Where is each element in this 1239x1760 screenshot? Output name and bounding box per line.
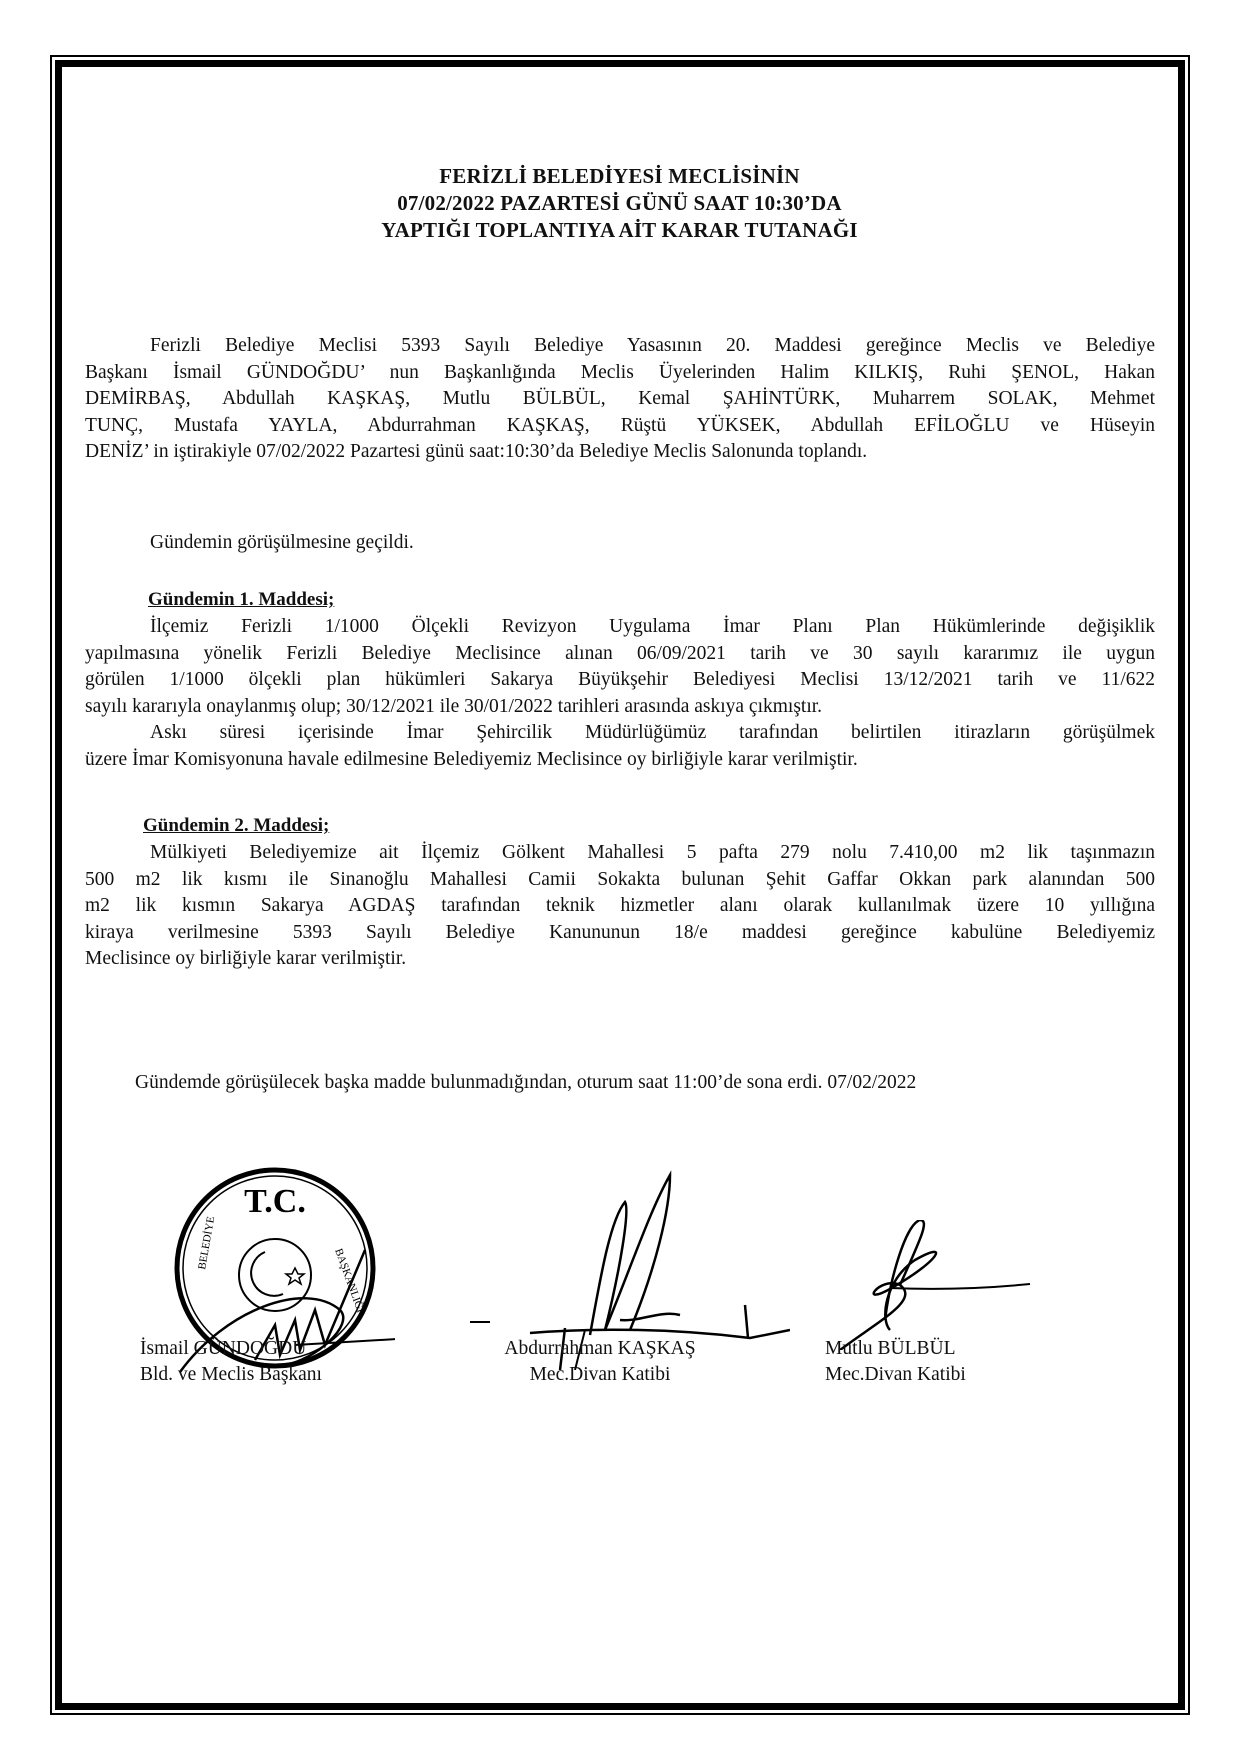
item-line: Mülkiyeti Belediyemize ait İlçemiz Gölkent Mahallesi 5 pafta 279 nolu 7.410,00 m2 lik taşınmazın [150,842,1155,863]
agenda-item-1-body [85,614,1155,773]
agenda-intro: Gündemin görüşülmesine geçildi. [150,532,414,553]
intro-line: DEMİRBAŞ, Abdullah KAŞKAŞ, Mutlu BÜLBÜL, Kemal ŞAHİNTÜRK, Muharrem SOLAK, Mehmet [85,388,1155,409]
item-line: sayılı kararıyla onaylanmış olup; 30/12/2021 ile 30/01/2022 tarihleri arasında askıya çıkmıştır. [85,695,823,717]
signatory-3-name: Mutlu BÜLBÜL [825,1338,956,1359]
signatory-2 [465,1336,735,1388]
signature-3-icon [830,1220,1040,1350]
signatory-1 [140,1336,380,1388]
title-line-2: 07/02/2022 PAZARTESİ GÜNÜ SAAT 10:30’DA [397,191,842,215]
item-line: m2 lik kısmın Sakarya AGDAŞ tarafından teknik hizmetler alanı olarak kullanılmak üzere 10 yıllığına [85,895,1155,916]
item-line: Askı süresi içerisinde İmar Şehircilik Müdürlüğümüz tarafından belirtilen itirazların görüşülmek [150,722,1155,743]
intro-line: TUNÇ, Mustafa YAYLA, Abdurrahman KAŞKAŞ, Rüştü YÜKSEK, Abdullah EFİLOĞLU ve Hüseyin [85,414,1155,436]
title-line-1: FERİZLİ BELEDİYESİ MECLİSİNİN [439,164,800,188]
svg-text:BELEDİYE: BELEDİYE [196,1215,218,1271]
svg-text:T.C.: T.C. [244,1183,306,1220]
closing-statement: Gündemde görüşülecek başka madde bulunmadığından, oturum saat 11:00’de sona erdi. 07/02/2022 [135,1072,917,1093]
item-line: Meclisince oy birliğiyle karar verilmiştir. [85,948,407,969]
signatory-1-title: Bld. ve Meclis Başkanı [140,1364,322,1385]
signatory-3-title: Mec.Divan Katibi [825,1364,966,1385]
intro-line: Ferizli Belediye Meclisi 5393 Sayılı Belediye Yasasının 20. Maddesi gereğince Meclis ve Belediye [150,335,1155,356]
signatory-2-title: Mec.Divan Katibi [529,1364,671,1385]
item-line: 500 m2 lik kısmı ile Sinanoğlu Mahallesi Camii Sokakta bulunan Şehit Gaffar Okkan park alanından 500 [85,868,1155,890]
agenda-item-2-body [85,840,1155,973]
signatory-2-name: Abdurrahman KAŞKAŞ [504,1338,696,1359]
item-line: kiraya verilmesine 5393 Sayılı Belediye Kanununun 18/e maddesi gereğince kabulüne Belediyemiz [85,921,1155,943]
svg-text:BAŞKANLIĞI: BAŞKANLIĞI [332,1246,367,1315]
intro-paragraph [85,333,1155,466]
signatory-1-name: İsmail GÜNDOĞDU [140,1338,307,1359]
document-title [0,163,1239,244]
signatory-3 [825,1336,1015,1388]
item-line: görülen 1/1000 ölçekli plan hükümleri Sakarya Büyükşehir Belediyesi Meclisi 13/12/2021 tarih ve 11/622 [85,669,1155,690]
agenda-item-1-heading: Gündemin 1. Maddesi; [148,589,335,610]
item-line: İlçemiz Ferizli 1/1000 Ölçekli Revizyon Uygulama İmar Planı Plan Hükümlerinde değişiklik [150,616,1155,637]
intro-line: DENİZ’ in iştirakiyle 07/02/2022 Pazartesi günü saat:10:30’da Belediye Meclis Salonunda toplandı. [85,441,868,462]
title-line-3: YAPTIĞI TOPLANTIYA AİT KARAR TUTANAĞI [381,218,858,242]
intro-line: Başkanı İsmail GÜNDOĞDU’ nun Başkanlığında Meclis Üyelerinden Halim KILKIŞ, Ruhi ŞENOL, Hakan [85,361,1155,383]
agenda-item-2-heading: Gündemin 2. Maddesi; [143,815,330,836]
item-line: yapılmasına yönelik Ferizli Belediye Meclisince alınan 06/09/2021 tarih ve 30 sayılı kararımız ile uygun [85,642,1155,664]
item-line: üzere İmar Komisyonuna havale edilmesine Belediyemiz Meclisince oy birliğiyle karar verilmiştir. [85,748,858,770]
